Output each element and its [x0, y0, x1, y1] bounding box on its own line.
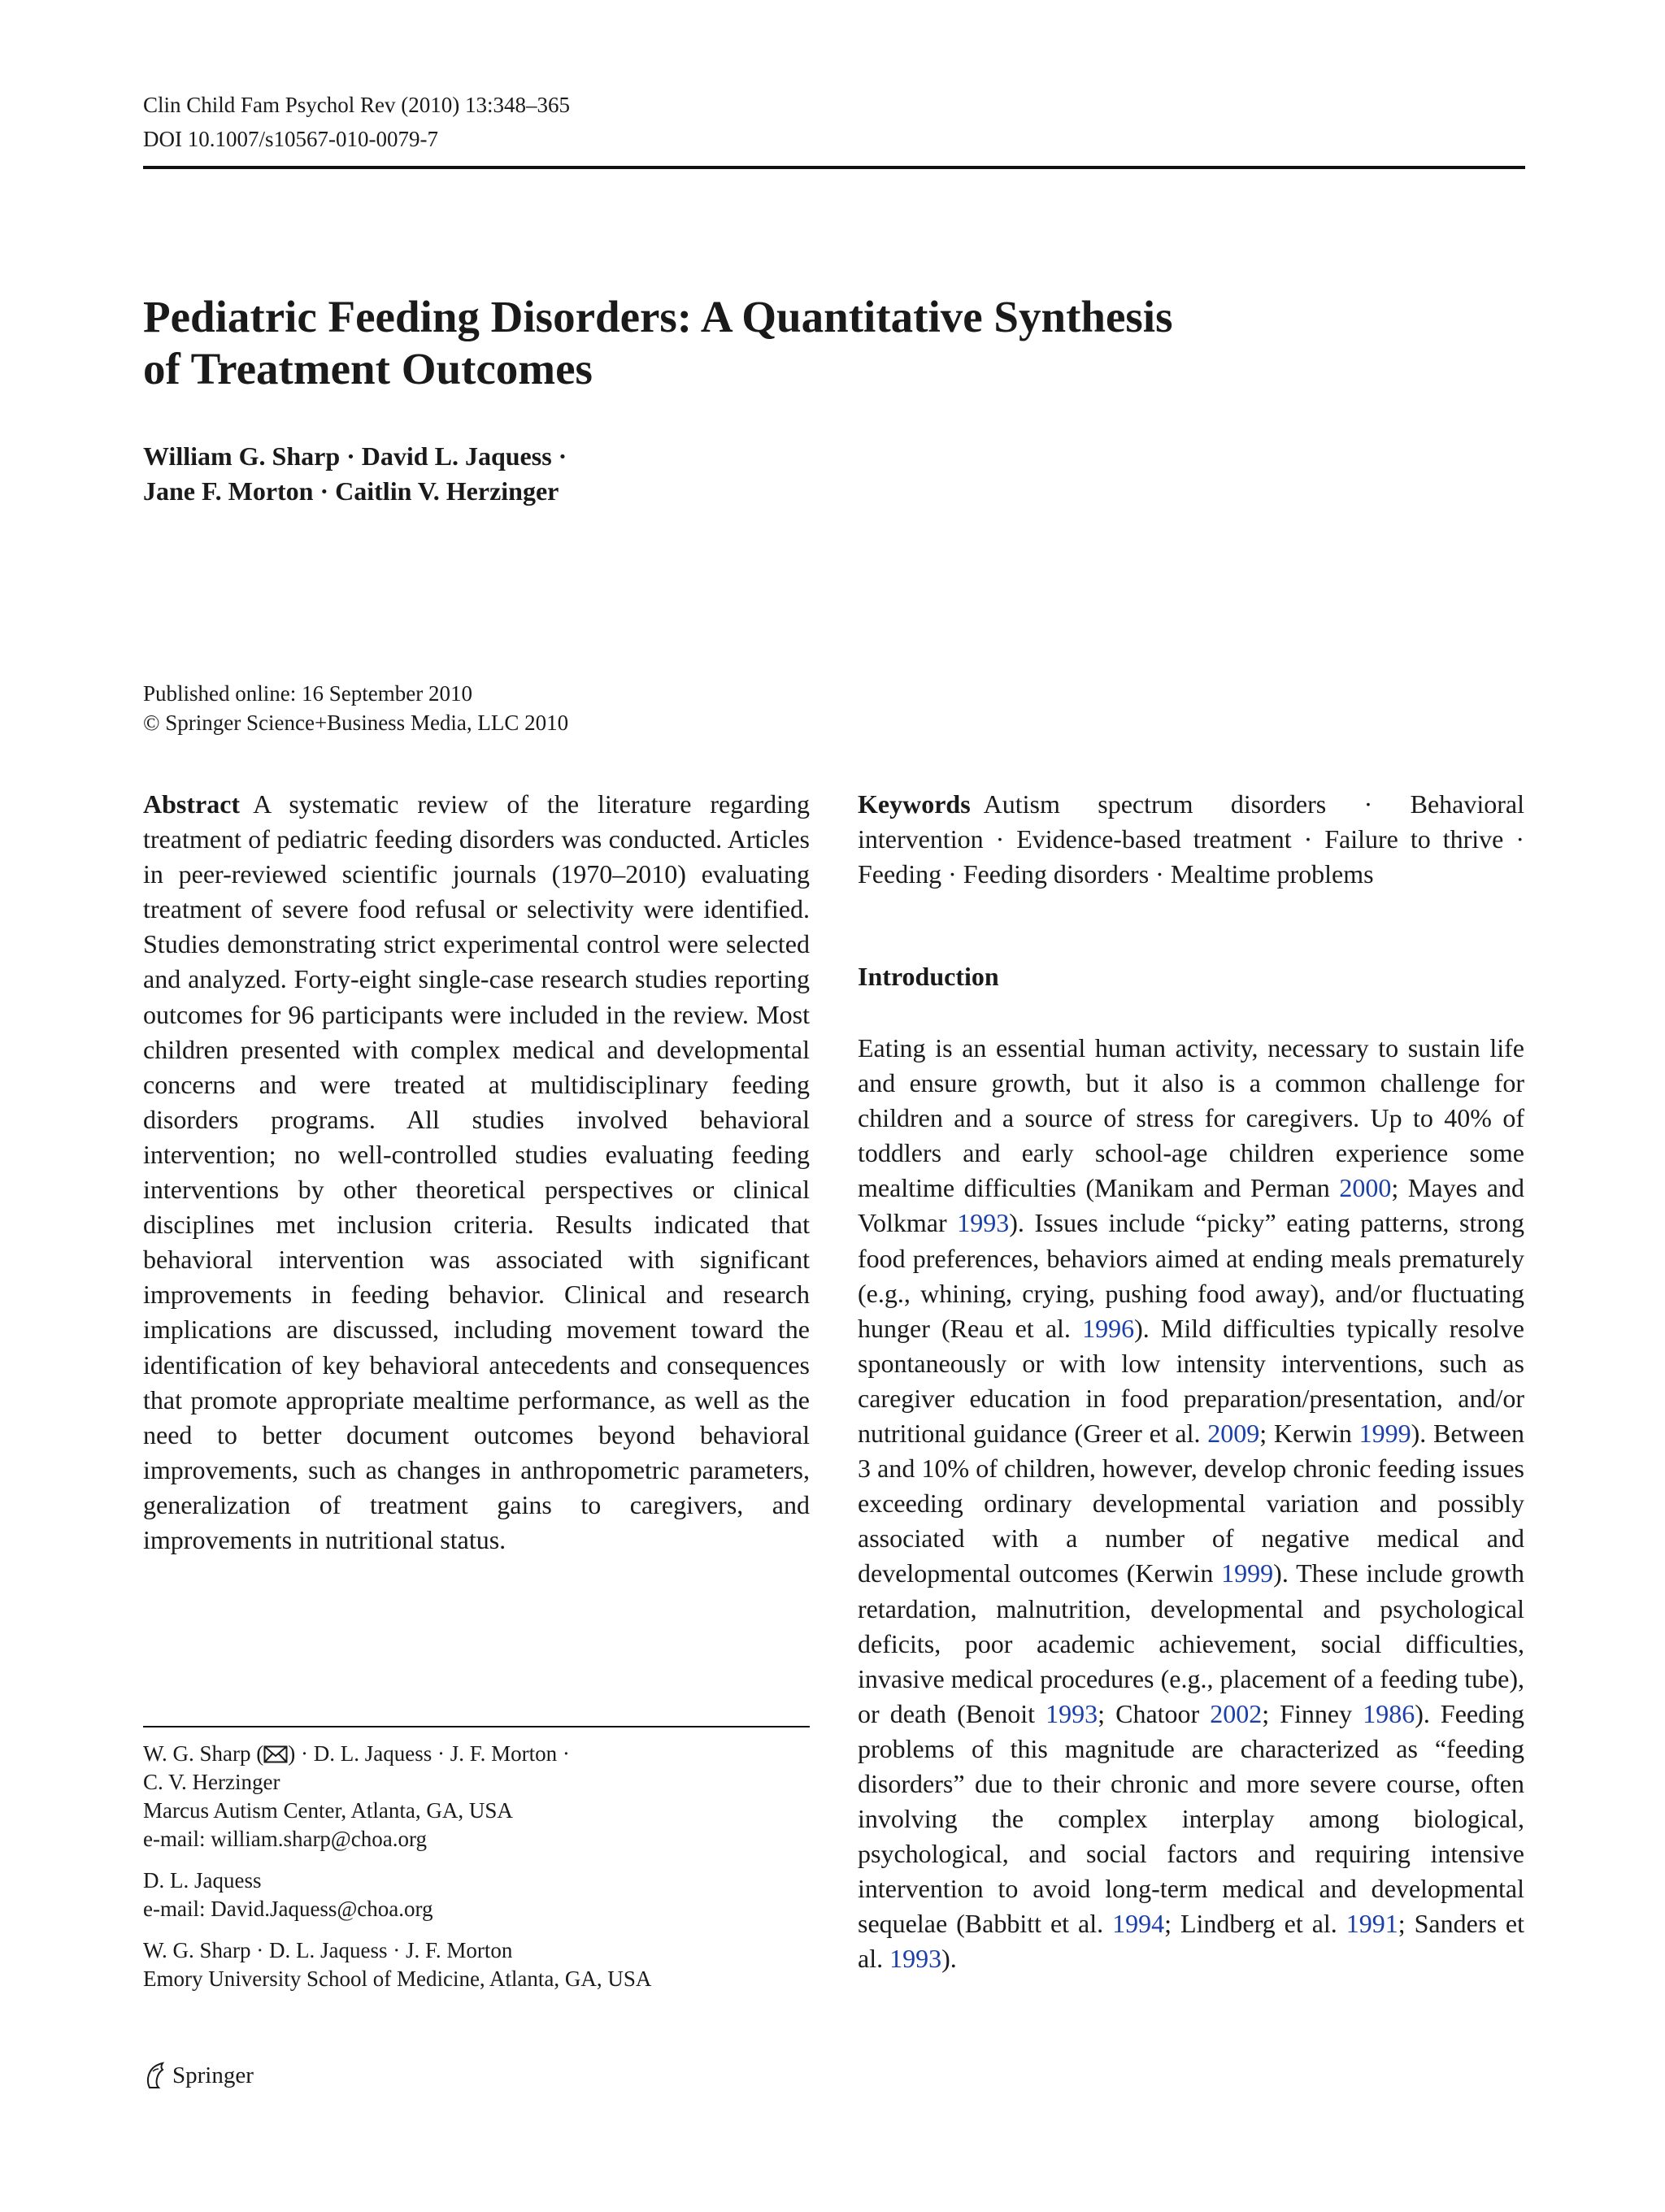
article-title — [143, 291, 1363, 395]
intro-text: ). Mild difficulties typically resolve spontaneously or with low intensity interventions, such as caregiver education in food preparation/presentation, and/or nutritional guidance (Greer et al. — [858, 1313, 1525, 1449]
header-rule — [143, 166, 1525, 169]
journal-header — [143, 88, 570, 156]
intro-text: ). Feeding problems of this magnitude are characterized as “feeding disorders” due to their chronic and more severe course, often involving the complex interplay among biological, psychological, and social factors and requiring intensive intervention to avoid long-term medical and developmental sequelae (Babbitt et al. — [858, 1698, 1525, 1939]
intro-text: ; Kerwin — [1259, 1419, 1359, 1449]
citation-link[interactable]: 1996 — [1082, 1313, 1135, 1343]
intro-text: ; Mayes and Volkmar — [858, 1173, 1525, 1238]
introduction-heading: Introduction — [858, 962, 999, 991]
affiliation-institution: Marcus Autism Center, Atlanta, GA, USA — [143, 1798, 513, 1823]
intro-text: ; Chatoor — [1098, 1698, 1211, 1728]
keywords-label: Keywords — [858, 789, 971, 819]
citation-link[interactable]: 1993 — [1046, 1698, 1098, 1728]
intro-text: ; Finney — [1262, 1698, 1363, 1728]
citation-link[interactable]: 1999 — [1359, 1419, 1411, 1449]
email-link[interactable]: e-mail: David.Jaquess@choa.org — [143, 1897, 433, 1921]
introduction-body — [858, 1031, 1524, 1977]
intro-text: ). — [941, 1944, 957, 1974]
citation-link[interactable]: 1993 — [889, 1944, 942, 1974]
affiliation-text: W. G. Sharp · D. L. Jaquess · J. F. Morton — [143, 1938, 513, 1962]
citation-link[interactable]: 1991 — [1345, 1909, 1398, 1939]
author-list — [143, 439, 567, 509]
citation-link[interactable]: 1999 — [1221, 1558, 1274, 1588]
citation-link[interactable]: 2000 — [1339, 1173, 1392, 1203]
publication-info — [143, 679, 568, 737]
published-online: Published online: 16 September 2010 — [143, 681, 472, 706]
intro-text: Eating is an essential human activity, necessary to sustain life and ensure growth, but it also is a common challenge for children and a source of stress for caregivers. Up to 40% of toddlers and early school-age children experience some mealtime difficulties (Manikam and Perman — [858, 1033, 1524, 1203]
intro-text: ; Lindberg et al. — [1164, 1909, 1346, 1939]
affiliations — [143, 1740, 810, 2006]
abstract-text: A systematic review of the literature regarding treatment of pediatric feeding disorders was conducted. Articles in peer-reviewed scientific journals (1970–2010) evaluating treatment of severe food refusal or selectivity were identified. Studies demonstrating strict experimental control were selected and analyzed. Forty-eight single-case research studies reporting outcomes for 96 participants were included in the review. Most children presented with complex medical and developmental concerns and were treated at multidisciplinary feeding disorders programs. All studies involved behavioral intervention; no well-controlled studies evaluating feeding interventions by other theoretical perspectives or clinical disciplines met inclusion criteria. Results indicated that behavioral intervention was associated with significant improvements in feeding behavior. Clinical and research implications are discussed, including movement toward the identification of key behavioral antecedents and consequences that promote appropriate mealtime performance, as well as the need to better document outcomes beyond behavioral improvements, such as changes in anthropometric parameters, generalization of treatment gains to caregivers, and improvements in nutritional status. — [143, 789, 810, 1554]
springer-horse-icon — [143, 2062, 167, 2089]
doi: DOI 10.1007/s10567-010-0079-7 — [143, 127, 438, 151]
keywords-text: Autism spectrum disorders · Behavioral intervention · Evidence-based treatment · Failure to thrive · Feeding · Feeding disorders · Mealtime problems — [858, 789, 1524, 889]
intro-text: ). These include growth retardation, malnutrition, developmental and psychological deficits, poor academic achievement, social difficulties, invasive medical procedures (e.g., placement of a feeding tube), or death (Benoit — [858, 1558, 1525, 1728]
journal-citation: Clin Child Fam Psychol Rev (2010) 13:348–365 — [143, 93, 571, 117]
keywords — [858, 787, 1524, 892]
email-link[interactable]: e-mail: william.sharp@choa.org — [143, 1827, 428, 1851]
citation-link[interactable]: 1993 — [957, 1208, 1010, 1238]
citation-link[interactable]: 2002 — [1210, 1698, 1263, 1728]
affiliation-block-3 — [143, 1936, 810, 1993]
envelope-icon[interactable] — [263, 1745, 288, 1763]
title-line-1: Pediatric Feeding Disorders: A Quantitative Synthesis — [143, 292, 1173, 341]
intro-text: ). Issues include “picky” eating patterns, strong food preferences, behaviors aimed at ending meals prematurely (e.g., whining, crying, pushing food away), and/or fluctuating hunger (Reau et al. — [858, 1208, 1525, 1343]
affiliation-institution: Emory University School of Medicine, Atlanta, GA, USA — [143, 1966, 652, 1991]
affiliation-text: C. V. Herzinger — [143, 1770, 280, 1794]
authors-line-1: William G. Sharp · David L. Jaquess · — [143, 441, 567, 471]
publisher-logo — [143, 2062, 254, 2089]
intro-text: ; Sanders et al. — [858, 1909, 1524, 1974]
citation-link[interactable]: 2009 — [1207, 1419, 1260, 1449]
abstract-label: Abstract — [143, 789, 241, 819]
affiliation-block-2 — [143, 1867, 810, 1923]
affiliation-text: D. L. Jaquess — [143, 1868, 262, 1893]
affiliation-text: W. G. Sharp ( — [143, 1741, 264, 1766]
citation-link[interactable]: 1994 — [1112, 1909, 1165, 1939]
copyright: © Springer Science+Business Media, LLC 2010 — [143, 711, 569, 735]
affiliation-block-1 — [143, 1740, 810, 1853]
affiliation-rule — [143, 1726, 810, 1727]
publisher-name: Springer — [172, 2062, 254, 2088]
intro-text: ). Between 3 and 10% of children, however, develop chronic feeding issues exceeding ordinary developmental variation and possibly associated with a number of negative medical and developmental outcomes (Kerwin — [858, 1419, 1525, 1588]
authors-line-2: Jane F. Morton · Caitlin V. Herzinger — [143, 476, 559, 506]
citation-link[interactable]: 1986 — [1363, 1698, 1415, 1728]
abstract — [143, 787, 810, 1558]
affiliation-text: ) · D. L. Jaquess · J. F. Morton · — [288, 1741, 570, 1766]
title-line-2: of Treatment Outcomes — [143, 344, 593, 393]
